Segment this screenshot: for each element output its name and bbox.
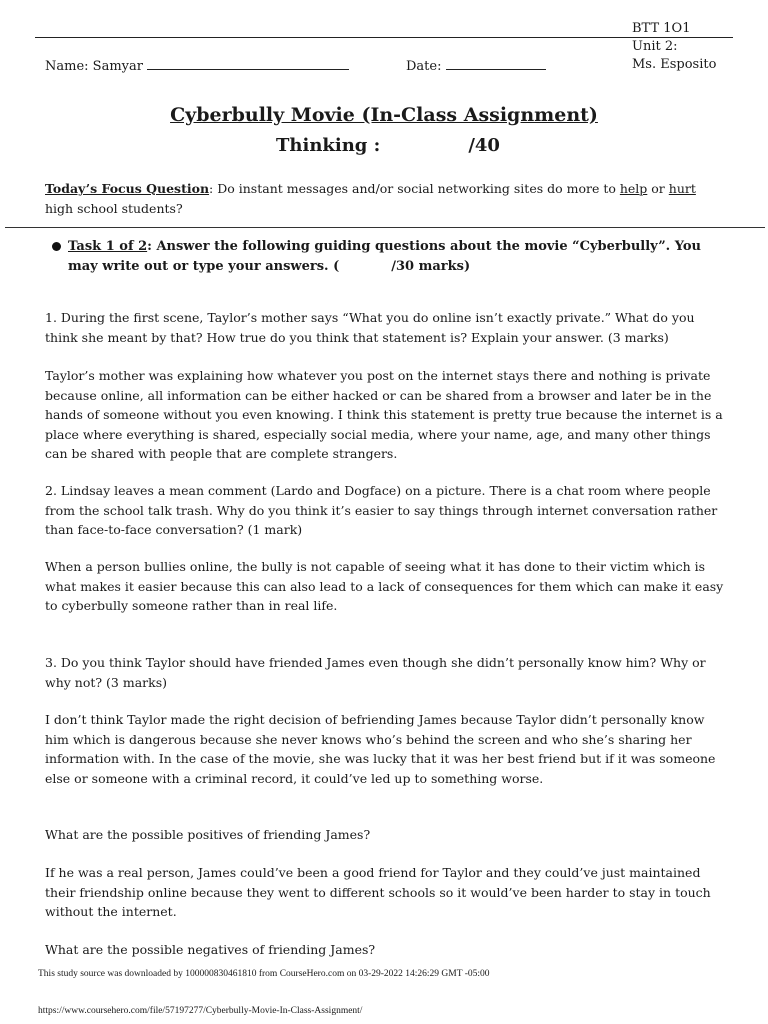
source-notice: This study source was downloaded by 100000830461810 from CourseHero.com on 03-29-2022 14:26:29 GMT -05:00	[38, 969, 490, 979]
focus-text-after: high school students?	[45, 201, 183, 216]
focus-text-before: : Do instant messages and/or social networking sites do more to	[209, 181, 620, 196]
course-info	[632, 20, 716, 74]
focus-question	[45, 179, 725, 219]
thinking-label: Thinking :	[276, 135, 381, 156]
answer-1: Taylor’s mother was explaining how whatever you post on the internet stays there and nothing is private because online, all information can be either hacked or can be shared from a browser and later be in the hands of someone without you even knowing. I think this statement is pretty true because the internet is a place where everything is shared, especially social media, where your name, age, and many other things can be shared with people that are complete strangers.	[45, 368, 723, 461]
source-url[interactable]: https://www.coursehero.com/file/57197277/Cyberbully-Movie-In-Class-Assignment/	[38, 1006, 363, 1016]
name-field	[45, 57, 349, 74]
answer-3: I don’t think Taylor made the right decision of befriending James because Taylor didn’t personally know him which is dangerous because she never knows who’s behind the screen and who she’s sharing her information with. In the case of the movie, she was lucky that it was her best friend but if it was someone else or someone with a criminal record, it could’ve led up to something worse.	[45, 712, 716, 786]
section-divider	[5, 227, 765, 228]
question-3: 3. Do you think Taylor should have friended James even though she didn’t personally know him? Why or why not? (3 marks)	[45, 655, 706, 690]
teacher-name: Ms. Esposito	[632, 57, 717, 72]
focus-label: Today’s Focus Question	[45, 181, 210, 196]
focus-help: help	[619, 181, 648, 196]
date-field	[406, 57, 546, 74]
bullet-icon	[52, 242, 61, 251]
thinking-score	[276, 135, 500, 156]
focus-or: or	[647, 181, 669, 196]
page-title: Cyberbully Movie (In-Class Assignment)	[170, 104, 598, 126]
task-marks: /30 marks)	[391, 259, 471, 274]
unit-label: Unit 2:	[632, 39, 678, 54]
focus-hurt: hurt	[668, 181, 696, 196]
thinking-out-of: /40	[468, 135, 500, 156]
course-code: BTT 1O1	[632, 21, 691, 36]
task-instructions	[68, 237, 728, 277]
question-5: What are the possible negatives of friending James?	[45, 942, 376, 957]
question-4: What are the possible positives of friending James?	[45, 827, 371, 842]
question-2: 2. Lindsay leaves a mean comment (Lardo and Dogface) on a picture. There is a chat room where people from the school talk trash. Why do you think it’s easier to say things through internet conversation rather than face-to-face conversation? (1 mark)	[45, 483, 718, 537]
name-label: Name: Samyar	[45, 59, 143, 74]
name-blank	[147, 57, 349, 70]
date-label: Date:	[406, 59, 442, 74]
answer-4: If he was a real person, James could’ve been a good friend for Taylor and they could’ve just maintained their friendship online because they went to different schools so it would’ve been harder to stay in touch without the internet.	[45, 865, 711, 919]
task-text: : Answer the following guiding questions about the movie “Cyberbully”. You may write out or type your answers. (	[68, 239, 701, 274]
question-1: 1. During the first scene, Taylor’s mother says “What you do online isn’t exactly private.” What do you think she meant by that? How true do you think that statement is? Explain your answer. (3 marks)	[45, 310, 695, 345]
header-rule	[35, 37, 733, 38]
date-blank	[446, 57, 546, 70]
answer-2: When a person bullies online, the bully is not capable of seeing what it has done to their victim which is what makes it easier because this can also lead to a lack of consequences for them which can make it easy to cyberbully someone rather than in real life.	[45, 559, 724, 613]
task-label: Task 1 of 2	[68, 239, 148, 254]
